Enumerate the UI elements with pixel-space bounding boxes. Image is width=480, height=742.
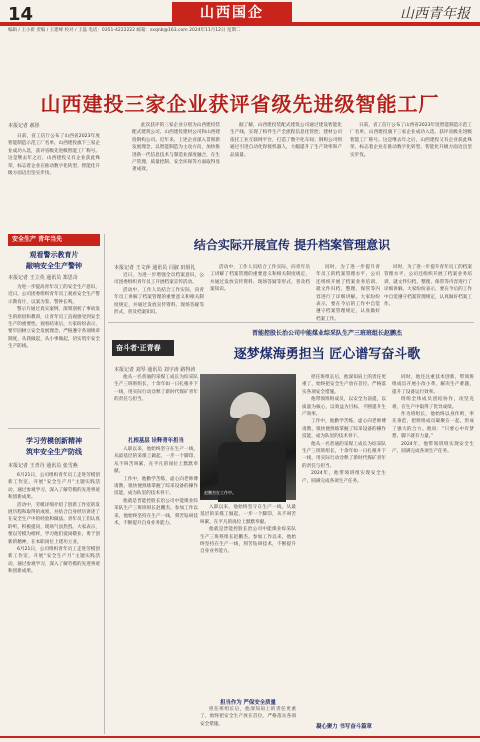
article5-col1: [114, 436, 198, 736]
masthead-logo: 山西青年报: [400, 6, 470, 22]
article3-body: [8, 462, 100, 734]
article3-title: 学习劳模创新精神 筑牢安全生产防线: [26, 437, 82, 456]
page-number: 14: [8, 4, 34, 25]
article5-paragraph: 他就是晋能控股长治公司中能煤业综采队生产三班班组长赵鹏杰。参加工作以来，他始终坚持在生产一线，刻苦钻研技术，不断提升自身业务能力。: [114, 498, 198, 527]
page-headline: 山西建投三家企业获评省级先进级智能工厂: [40, 92, 440, 116]
article4-paragraph: 活动中，工作人员结合工作实际，向青年员工讲解了档案管理的重要意义和相关制度规定，并通过发放宣传资料、现场答疑等形式，普及档案知识。: [210, 265, 310, 293]
article5-box2-title: 担当作为 严保安全质量: [220, 700, 276, 706]
article5-paragraph: 担任班组长后，他深知肩上的责任更重了，始终把安全生产放在首位，严格落实各项安全措施。: [200, 707, 296, 727]
side-column: [392, 374, 474, 734]
article5-box2: [200, 706, 296, 734]
article1-paragraph: 据了解，山西建投装配式建筑公司通过建设智能化生产线，实现了构件生产全流程信息化管控；建材公司依托工业互联网平台，打造了数字化车间；钢构公司则通过引进自动化焊接机器人，大幅提升了生产效率和产品质量。: [230, 123, 342, 158]
article4-paragraph: 同时，为了进一步提升青年员工的档案管理水平，公司还组织开展了档案业务培训，就文件归档、整理、保管等内容进行了详细讲解。大家纷纷表示，要在今后的工作中自觉遵守档案管理规定，认真做好档案工作。: [316, 265, 380, 322]
photo-face: [236, 414, 266, 444]
article3-paragraph: 活动中，劳模详细介绍了创新工作室的发展历程和取得的成果，并结合自身经历讲述了在安全生产中的经验和做法。青年员工们认真聆听，积极提问，现场气氛热烈。大家表示，要以劳模为榜样，学习他们爱岗敬业、勇于创新的精神，在本职岗位上建功立业。: [8, 502, 100, 545]
article1-paragraph: 日前，省工信厅公布了山西省2023年度智能制造示范工厂名单，山西建投旗下三家企业成功入选，获评省级先进级智能工厂称号。这是继去年之后，山西建投又有企业获此殊荣，标志着企业在推动数字化转型、智能化升级方面迈出坚实步伐。: [350, 123, 472, 158]
article4-paragraph: 活动中，工作人员结合工作实际，向青年员工讲解了档案管理的重要意义和相关制度规定，并通过发放宣传资料、现场答疑等形式，普及档案知识。: [114, 287, 204, 316]
article5-paragraph: 工作中，他勤学苦练，虚心向老师傅请教，很快便熟练掌握了综采设备的操作技能，成为队里的技术骨干。: [114, 476, 198, 497]
article5-box1-title: 扎根基层 诠释青年担当: [128, 438, 184, 444]
side-paragraph: 作为班组长，他始终以身作则，率先垂范，把班组成员凝聚在一起，形成了强大的合力。他说：“只要心中有梦想，脚下就有力量。”: [392, 412, 474, 440]
article1-col2: [132, 122, 220, 242]
article1-col1: [8, 122, 100, 242]
article2-paragraph: 警示片通过真实案例，深刻剖析了事故发生的原因和教训，让青年员工直观感受到安全生产的重要性。观看结束后，大家纷纷表示，要牢固树立安全发展理念，严格遵守各项规章制度，从我做起，从小事做起，切实筑牢安全生产防线。: [8, 307, 100, 350]
article5-title: 逐梦煤海勇担当 匠心谱写奋斗歌: [233, 347, 421, 362]
article4-col2: [210, 264, 310, 318]
article5-paragraph: 担任班组长后，他深知肩上的责任更重了，始终把安全生产放在首位，严格落实各项安全措施。: [302, 375, 386, 395]
article1-paragraph: 日前，省工信厅公布了山西省2023年度智能制造示范工厂名单，山西建投旗下三家企业成功入选，获评省级先进级智能工厂称号。这是继去年之后，山西建投又有企业获此殊荣，标志着企业在推动数字化转型、智能化升级方面迈出坚实步伐。: [8, 134, 100, 177]
divider: [108, 322, 474, 323]
article5-col2: [200, 504, 296, 694]
article1-byline: 本报记者 郝彤: [8, 123, 40, 129]
article1-paragraph: 此次获评的三家企业分别为山西建投装配式建筑公司、山西建投建材公司和山西建投钢构公司。近年来，上述企业深入贯彻新发展理念，以智能制造为主攻方向，加快推进新一代信息技术与制造业深度融合，在生产管理、质量控制、安全环保等方面取得显著成效。: [132, 123, 220, 173]
column-divider: [104, 234, 105, 734]
article1-col4: [350, 122, 472, 242]
side-paragraph: 2024年，他带领班组实现安全生产，圆满完成各项生产任务。: [392, 441, 474, 455]
article4-byline: 本报记者 王文萍 通讯员 闫淑 田姐礼: [114, 265, 196, 271]
worker-photo: [200, 374, 296, 500]
article4-title: 结合实际开展宣传 提升档案管理意识: [193, 238, 391, 252]
article1-col3: [230, 122, 342, 242]
article5-box3-title: 凝心聚力 书写奋斗篇章: [316, 724, 372, 730]
article4-col1: [114, 272, 204, 318]
article4-paragraph: 近日，为进一步增强全员档案意识，公司团委组织青年员工开展档案宣传活动。: [114, 273, 204, 286]
article4-col3: [316, 264, 380, 322]
divider: [8, 428, 100, 429]
photo-caption: 赵鹏杰在工作中。: [204, 490, 236, 495]
article5-subtitle: 晋能控股长治公司中能煤业综采队生产三班班组长赵鹏杰: [251, 330, 402, 337]
article2-title: 观看警示教育片 敲响安全生产警钟: [26, 251, 82, 270]
article2-body: [8, 274, 100, 424]
article4-paragraph: 同时，为了进一步提升青年员工的档案管理水平，公司还组织开展了档案业务培训，就文件归档、整理、保管等内容进行了详细讲解。大家纷纷表示，要在今后的工作中自觉遵守档案管理规定，认真做好档案工作。: [384, 265, 472, 308]
article5-paragraph: 他就是晋能控股长治公司中能煤业综采队生产三班班组长赵鹏杰。参加工作以来，他始终坚持在生产一线，刻苦钻研技术，不断提升自身业务能力。: [200, 527, 296, 555]
article5-paragraph: 工作中，他勤学苦练，虚心向老师傅请教，很快便熟练掌握了综采设备的操作技能，成为队里的技术骨干。: [302, 419, 386, 440]
side-paragraph: 同时，他还注重技术创新，带领班组成员开展小改小革，解决生产难题，提升了设备运行效率。: [392, 375, 474, 395]
article2-paragraph: 为进一步提高青年员工的安全生产意识，近日，公司团委组织青年员工观看安全生产警示教育片，以案为鉴，警钟长鸣。: [8, 285, 100, 305]
article5-col3: [302, 374, 386, 720]
side-paragraph: 班组全体成员团结协作，攻坚克难，在生产中取得了优异成绩。: [392, 397, 474, 410]
article3-byline: 本报记者 王青丹 通讯员 张雪燕: [8, 463, 78, 469]
article3-paragraph: 6月21日，公司组织青年员工走进劳模创新工作室，开展“安全生产月”主题实践活动，通过参观学习，深入了解劳模的先进事迹和创新成果。: [8, 547, 100, 575]
section-tag-safety: 安全生产 青年当先: [8, 234, 100, 246]
article5-paragraph: 他带领班组成员，以安全为前提，以质量为核心，以效益为目标，不断提升生产效率。: [302, 397, 386, 418]
article5-intro: [114, 374, 198, 434]
header-meta: 编辑 / 王小新 责编 / 王建峰 校对 / 王磊 电话：0351-4222222 邮箱：sxqnb@163.com 2024年11月12日 星期二: [8, 28, 241, 33]
footer-rule: [0, 736, 480, 738]
article2-byline: 本报记者 王立英 通讯员 郑思奇: [8, 275, 78, 281]
article5-paragraph: 他从一名普通的采煤工成长为综采队生产三班班组长，十余年如一日扎根井下一线，用实际行动诠释了新时代煤矿青年的责任与担当。: [302, 441, 386, 469]
section-tag-fighter: 奋斗者·正青春: [112, 340, 174, 356]
article5-paragraph: 入职以来，他始终坚守在生产一线，从最基层的采煤工做起，一步一个脚印，从不叫苦叫累，在平凡的岗位上默默奉献。: [200, 505, 296, 525]
article5-paragraph: 2024年，他带领班组实现安全生产，圆满完成各项生产任务。: [302, 471, 386, 484]
section-title: 山西国企: [172, 2, 292, 24]
article3-paragraph: 6月21日，公司组织青年员工走进劳模创新工作室，开展“安全生产月”主题实践活动，通过参观学习，深入了解劳模的先进事迹和创新成果。: [8, 473, 100, 501]
article5-paragraph: 他从一名普通的采煤工成长为综采队生产三班班组长，十余年如一日扎根井下一线，用实际行动诠释了新时代煤矿青年的责任与担当。: [114, 375, 198, 403]
article5-paragraph: 入职以来，他始终坚守在生产一线，从最基层的采煤工做起，一步一个脚印，从不叫苦叫累，在平凡的岗位上默默奉献。: [114, 447, 198, 475]
article4-col4: [384, 264, 472, 318]
article5-byline: 本报记者 刘琴 通讯员 刘宇涛 路得涛: [114, 367, 196, 373]
